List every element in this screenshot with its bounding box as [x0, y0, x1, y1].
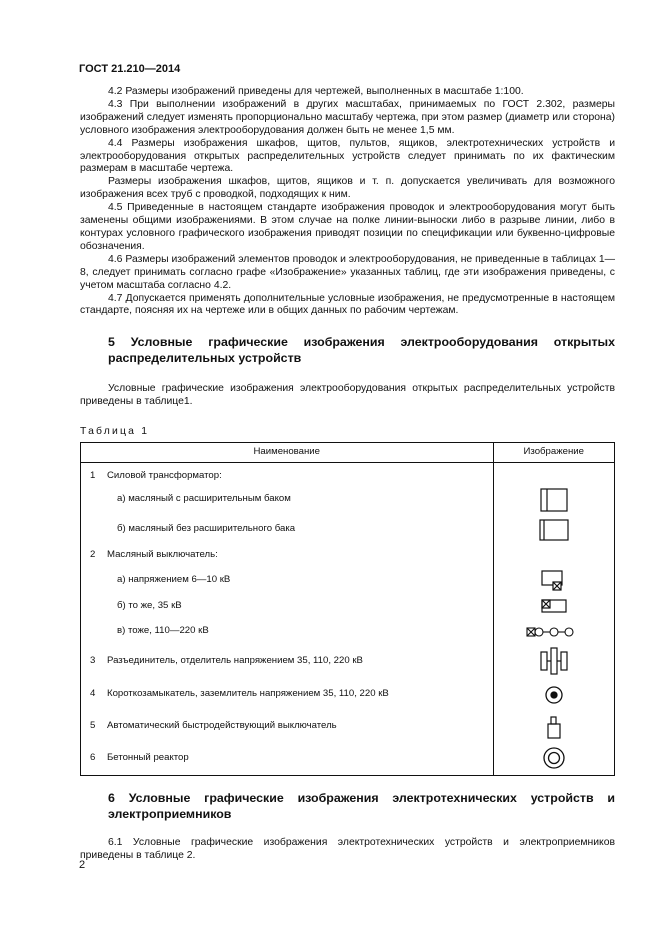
section-6-heading: 6 Условные графические изображения электротехнических устройств и электроприемников	[108, 791, 615, 822]
table-row	[81, 594, 615, 619]
row-number: 4	[90, 688, 96, 700]
table-1-caption: Таблица 1	[80, 426, 150, 438]
table-row	[81, 742, 615, 776]
paragraph-4-5: 4.5 Приведенные в настоящем стандарте изображения проводок и электрооборудования могут быть заменены общими изображениями. В этом случае на полке линии-выноски либо в разрыве линии, либо в контурах условного графического изображения приводят позиции по спецификации или буквенно-цифровые обозначения.	[80, 202, 615, 252]
table-row	[81, 619, 615, 645]
row-label: Бетонный реактор	[107, 751, 189, 763]
concrete-reactor-icon	[541, 745, 567, 771]
paragraph-4-7: 4.7 Допускается применять дополнительные условные изображения, не предусмотренные в настоящем стандарте, поясняя их на чертеже или в общих данных по рабочим чертежам.	[80, 292, 615, 317]
automatic-breaker-icon	[544, 714, 564, 740]
column-header-name: Наименование	[81, 443, 494, 463]
row-label: б) то же, 35 кВ	[117, 599, 182, 611]
section-5-text: Условные графические изображения электрооборудования открытых распределительных устройств приведены в таблице1.	[80, 383, 615, 408]
table-header-row	[81, 443, 615, 463]
table-row	[81, 678, 615, 712]
disconnector-icon	[537, 646, 571, 676]
table-row	[81, 712, 615, 742]
document-body	[80, 86, 615, 863]
section-5-heading: 5 Условные графические изображения электрооборудования открытых распределительных устройств	[108, 335, 615, 366]
row-number: 1	[90, 469, 96, 481]
paragraph-4-4: 4.4 Размеры изображения шкафов, щитов, пультов, ящиков, электротехнических устройств и электрооборудования открытых распределительных устройств следует принимать по их фактическим размерам в масштабе чертежа.	[80, 137, 615, 175]
oil-breaker-35kv-icon	[539, 597, 569, 615]
row-number: 2	[90, 549, 96, 561]
oil-breaker-110-220kv-icon	[524, 625, 584, 639]
paragraph-4-3: 4.3 При выполнении изображений в других масштабах, принимаемых по ГОСТ 2.302, размеры изображений следует изменять пропорционально масштабу чертежа, при этом размер (диаметр или сторона) условного изображения электрооборудования должен быть не менее 1,5 мм.	[80, 98, 615, 136]
oil-transformer-without-conservator-icon	[538, 518, 570, 542]
column-header-image: Изображение	[493, 443, 615, 463]
table-row	[81, 485, 615, 515]
table-row	[81, 645, 615, 678]
short-circuiter-icon	[543, 684, 565, 706]
paragraph-4-6: 4.6 Размеры изображений элементов проводок и электрооборудования, не приведенные в таблицах 1—8, следует принимать согласно графе «Изображение» указанных таблиц, где эти изображения приведены, с учетом масштаба согласно 4.2.	[80, 253, 615, 291]
oil-transformer-with-conservator-icon	[538, 487, 570, 513]
paragraph-4-4-continued: Размеры изображения шкафов, щитов, ящиков и т. п. допускается увеличивать для возможного изображения всех труб с проводкой, подходящих к ним.	[80, 176, 615, 201]
table-row	[81, 463, 615, 485]
row-label: Силовой трансформатор:	[107, 469, 222, 481]
row-label: Масляный выключатель:	[107, 549, 218, 561]
row-label: Разъединитель, отделитель напряжением 35, 110, 220 кВ	[107, 654, 363, 666]
paragraph-4-2: 4.2 Размеры изображений приведены для чертежей, выполненных в масштабе 1:100.	[108, 86, 524, 97]
document-header: ГОСТ 21.210—2014	[79, 63, 181, 75]
page-number: 2	[79, 859, 86, 871]
row-label: а) масляный с расширительным баком	[117, 493, 291, 505]
row-label: Автоматический быстродействующий выключатель	[107, 720, 337, 732]
table-row	[81, 515, 615, 545]
row-label: а) напряжением 6—10 кВ	[117, 573, 231, 585]
row-label: в) тоже, 110—220 кВ	[117, 625, 209, 637]
row-number: 3	[90, 654, 96, 666]
section-6-text: 6.1 Условные графические изображения электротехнических устройств и электроприемников приведены в таблице 2.	[80, 837, 615, 861]
table-1	[80, 442, 615, 776]
row-label: б) масляный без расширительного бака	[117, 523, 296, 535]
row-number: 6	[90, 751, 96, 763]
table-row	[81, 545, 615, 567]
oil-breaker-6-10kv-icon	[539, 569, 569, 591]
row-number: 5	[90, 720, 96, 732]
row-label: Короткозамыкатель, заземлитель напряжением 35, 110, 220 кВ	[107, 688, 389, 700]
table-row	[81, 567, 615, 594]
